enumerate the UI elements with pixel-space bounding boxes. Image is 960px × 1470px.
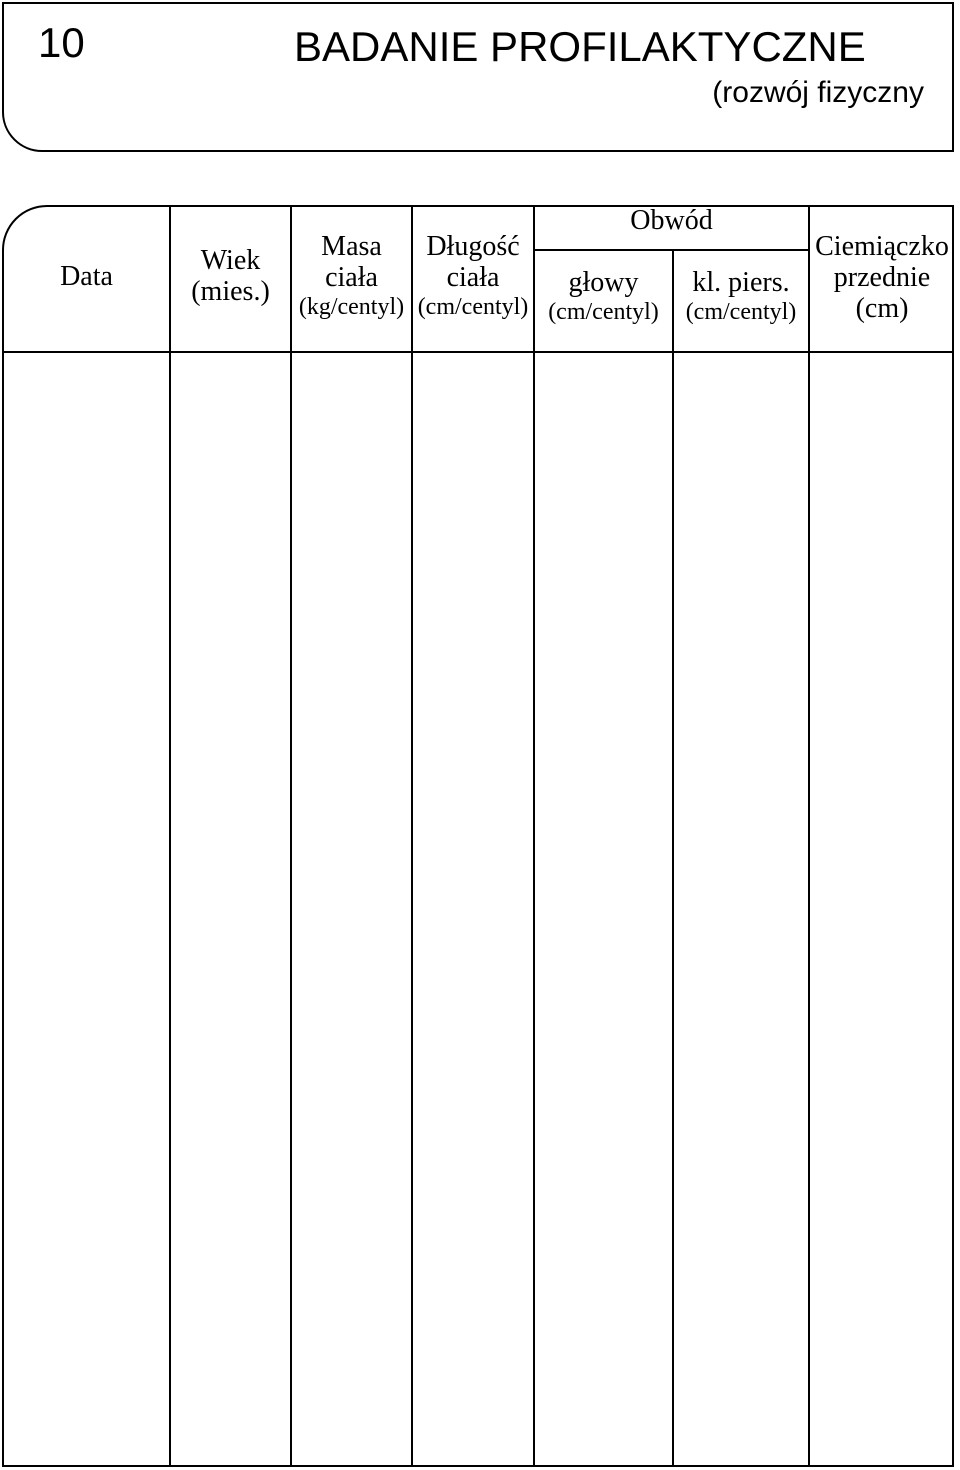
column-divider [808, 207, 810, 1465]
page-number: 10 [38, 19, 85, 66]
column-header-wiek: Wiek (mies.) [191, 245, 270, 307]
page-title: BADANIE PROFILAKTYCZNE [294, 23, 866, 70]
column-divider [411, 207, 413, 1465]
column-header-ciemiaczko: Ciemiączko przednie (cm) [815, 231, 949, 324]
column-header-data: Data [60, 261, 113, 292]
column-header-masa: Masa ciała (kg/centyl) [298, 231, 405, 320]
column-header-obwod: Obwód [630, 205, 713, 236]
page-subtitle: (rozwój fizyczny [712, 76, 924, 109]
header-row-divider [2, 351, 954, 353]
column-divider [169, 207, 171, 1465]
column-header-obwod-glowy: głowy (cm/centyl) [548, 267, 659, 325]
column-header-obwod-klatka: kl. piers. (cm/centyl) [685, 267, 797, 325]
column-divider [290, 207, 292, 1465]
column-divider [672, 249, 674, 1465]
column-divider [533, 207, 535, 1465]
column-header-dlugosc: Długość ciała (cm/centyl) [417, 231, 529, 320]
table-frame [2, 205, 954, 1467]
obwod-subheader-divider [533, 249, 808, 251]
